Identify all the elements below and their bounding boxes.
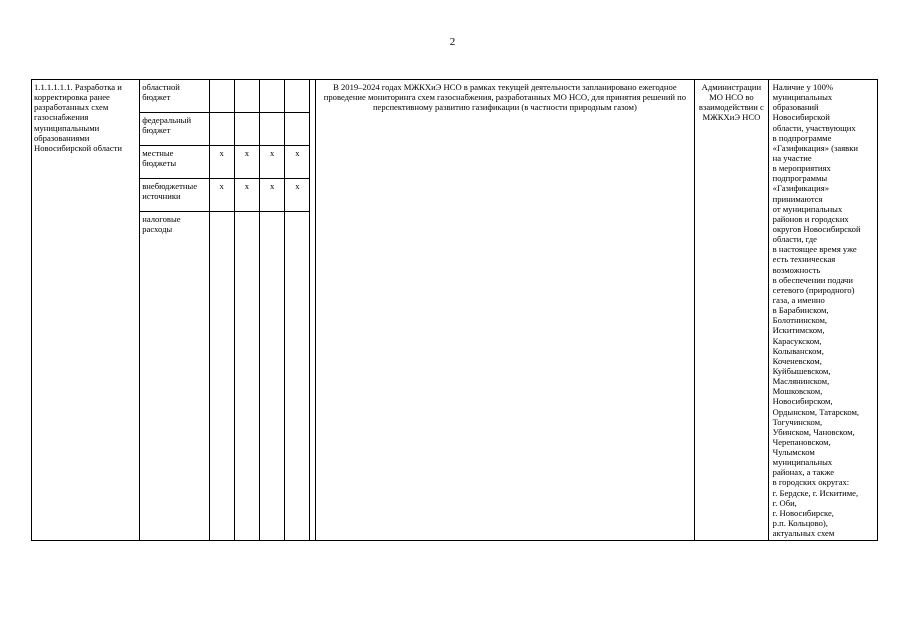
note-line: Ордынском, Татарском,: [772, 406, 860, 417]
note-line: Куйбышевском,: [772, 365, 831, 376]
measure-name-cell: [32, 80, 140, 541]
note-line: сетевого (природного): [772, 284, 855, 295]
note-line: в обеспечении подачи: [772, 274, 853, 285]
value-cell: [260, 80, 285, 113]
note-line: области, где: [772, 234, 817, 245]
responsible-cell: [695, 80, 769, 541]
value-cell: [260, 212, 285, 541]
note-line: г. Новосибирске,: [772, 507, 834, 518]
note-line: Карасукском,: [772, 335, 822, 346]
value-cell: [209, 80, 234, 113]
note-line: области, участвующих: [772, 122, 856, 133]
value-cell: x: [260, 179, 285, 212]
note-line: Искитимском,: [772, 325, 825, 336]
value-cell: [285, 80, 310, 113]
value-cell: [285, 212, 310, 541]
note-line: в настоящее время уже: [772, 244, 857, 255]
note-line: р.п. Кольцово),: [772, 518, 828, 529]
funding-source-label: федеральный бюджет: [142, 115, 192, 136]
note-line: Новосибирской: [772, 112, 830, 123]
value-cell: x: [285, 179, 310, 212]
program-table: [31, 79, 878, 541]
note-line: Маслянинском,: [772, 376, 830, 387]
value-cell: x: [285, 146, 310, 179]
note-line: муниципальных: [772, 457, 833, 468]
funding-source-cell: [140, 146, 209, 179]
note-line: Колыванском,: [772, 345, 824, 356]
funding-source-cell: [140, 80, 209, 113]
responsible-text: Администрации МО НСО во взаимодействии с МЖКХиЭ НСО: [698, 82, 764, 123]
funding-source-label: внебюджетные источники: [142, 181, 198, 202]
note-line: актуальных схем: [772, 528, 835, 539]
note-line: есть техническая: [772, 254, 836, 265]
note-line: районах, а также: [772, 467, 835, 478]
note-line: Чулымском: [772, 447, 815, 458]
note-text: [773, 82, 875, 538]
note-line: Наличие у 100%: [772, 82, 834, 92]
note-line: газа, а именно: [772, 294, 825, 305]
note-line: Черепановском,: [772, 436, 831, 447]
note-line: Убинском, Чановском,: [772, 426, 855, 437]
funding-source-cell: [140, 212, 209, 541]
note-line: «Газификация»: [772, 183, 829, 194]
value-cell: [260, 113, 285, 146]
note-line: г. Оби,: [772, 497, 797, 508]
value-cell: [285, 113, 310, 146]
note-line: возможность: [772, 264, 821, 275]
note-line: в городских округах:: [772, 477, 850, 488]
funding-source-cell: [140, 113, 209, 146]
note-line: «Газификация» (заявки: [772, 142, 858, 153]
value-cell: [209, 113, 234, 146]
note-line: на участие: [772, 152, 812, 163]
value-cell: x: [234, 179, 259, 212]
note-line: округов Новосибирской: [772, 223, 861, 234]
note-line: образований: [772, 102, 819, 113]
value-cell: x: [260, 146, 285, 179]
value-cell: [234, 80, 259, 113]
description-cell: [315, 80, 694, 541]
note-line: принимаются: [772, 193, 823, 204]
note-line: в подпрограмме: [772, 132, 832, 143]
value-cell: x: [209, 146, 234, 179]
note-cell: [768, 80, 877, 541]
funding-source-label: местные бюджеты: [142, 148, 177, 169]
note-line: Мошковском,: [772, 386, 823, 397]
note-line: Коченевском,: [772, 355, 822, 366]
value-cell: [209, 212, 234, 541]
value-cell: [234, 113, 259, 146]
value-cell: [234, 212, 259, 541]
table-row: [32, 80, 878, 113]
note-line: в мероприятиях: [772, 163, 831, 174]
funding-source-label: налоговые расходы: [142, 214, 181, 235]
note-line: от муниципальных: [772, 203, 843, 214]
funding-source-label: областной бюджет: [142, 82, 180, 103]
value-cell: x: [234, 146, 259, 179]
value-cell: x: [209, 179, 234, 212]
measure-name: 1.1.1.1.1.1. Разработка и корректировка ранее разработанных схем газоснабжения муниципальными образованиями Новосибирской области: [34, 82, 123, 153]
page-number: 2: [449, 36, 456, 48]
note-line: г. Бердске, г. Искитиме,: [772, 487, 859, 498]
note-line: районов и городских: [772, 213, 849, 224]
note-line: Болотнинском,: [772, 315, 828, 326]
funding-source-cell: [140, 179, 209, 212]
note-line: в Барабинском,: [772, 305, 829, 316]
note-line: Новосибирском,: [772, 396, 833, 407]
note-line: муниципальных: [772, 92, 833, 103]
note-line: подпрограммы: [772, 173, 828, 184]
description-text: В 2019–2024 годах МЖКХиЭ НСО в рамках текущей деятельности запланировано ежегодное проведение мониторинга схем газоснабжения, разработанных МО НСО, для принятия решений по перспективному развитию газификации (в частности природным газом): [323, 82, 687, 113]
note-line: Тогучинском,: [772, 416, 823, 427]
